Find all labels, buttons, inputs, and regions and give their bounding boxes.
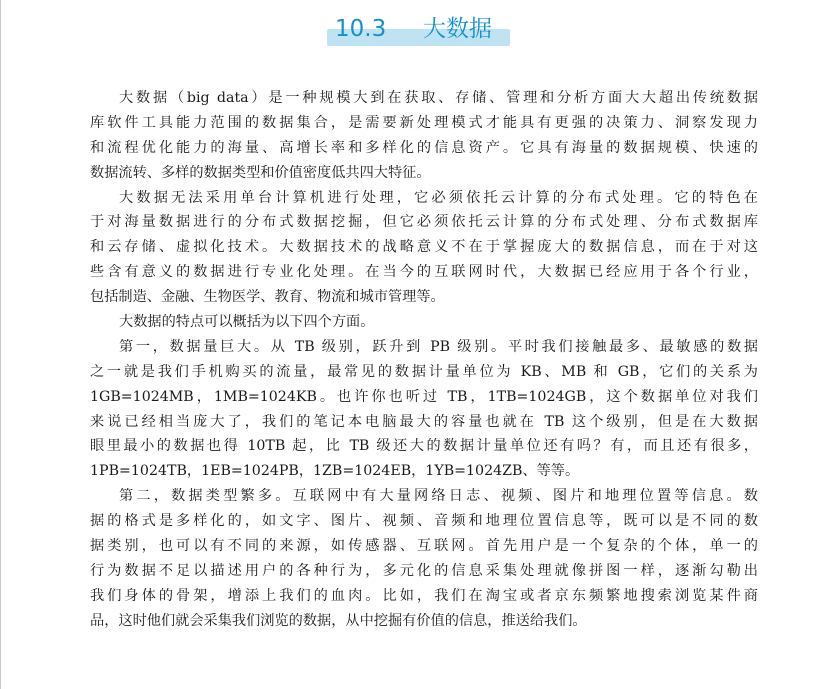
paragraph-5-line-3: 据类别，也可以有不同的来源，如传感器、互联网。首先用户是一个复杂的个体，单一的 [90,538,758,555]
paragraph-4-line-4: 来说已经相当庞大了，我们的笔记本电脑最大的容量也就在 TB 这个级别，但是在大数据 [90,413,758,430]
paragraph-3-line-1: 大数据的特点可以概括为以下四个方面。 [119,314,375,331]
section-heading-text [335,12,492,46]
paragraph-4-line-3: 1GB=1024MB，1MB=1024KB。也许你也听过 TB，1TB=1024GB，这个数据单位对我们 [90,388,758,405]
section-heading [327,12,510,46]
paragraph-1-line-4: 数据流转、多样的数据类型和价值密度低共四大特征。 [90,164,431,181]
paragraph-5-line-1: 第二，数据类型繁多。互联网中有大量网络日志、视频、图片和地理位置等信息。数 [119,488,758,505]
body-text [90,86,758,634]
paragraph-4-line-1: 第一，数据量巨大。从 TB 级别，跃升到 PB 级别。平时我们接触最多、最敏感的数据 [119,338,758,355]
paragraph-1-line-1: 大数据（big data）是一种规模大到在获取、存储、管理和分析方面大大超出传统数据 [119,90,758,106]
paragraph-5-line-4: 行为数据不足以描述用户的各种行为，多元化的信息采集处理就像拼图一样，逐渐勾勒出 [90,562,758,579]
paragraph-1-line-3: 和流程优化能力的海量、高增长率和多样化的信息资产。它具有海量的数据规模、快速的 [90,139,758,156]
paragraph-5-line-2: 据的格式是多样化的，如文字、图片、视频、音频和地理位置信息等，既可以是不同的数 [90,513,758,530]
paragraph-2-line-2: 于对海量数据进行的分布式数据挖掘，但它必须依托云计算的分布式处理、分布式数据库 [90,214,758,231]
paragraph-2-line-3: 和云存储、虚拟化技术。大数据技术的战略意义不在于掌握庞大的数据信息，而在于对这 [90,239,758,256]
paragraph-2-line-4: 些含有意义的数据进行专业化处理。在当今的互联网时代，大数据已经应用于各个行业， [90,264,758,281]
paragraph-4-line-6: 1PB=1024TB，1EB=1024PB，1ZB=1024EB，1YB=1024ZB、等等。 [90,463,580,480]
section-number: 10.3 [335,16,387,42]
paragraph-4-line-2: 之一就是我们手机购买的流量，最常见的数据计量单位为 KB、MB 和 GB，它们的关系为 [90,363,758,380]
page-edge-rule [0,0,1,689]
section-title: 大数据 [423,16,492,42]
paragraph-5-line-6: 品，这时他们就会采集我们浏览的数据，从中挖掘有价值的信息，推送给我们。 [90,612,587,629]
paragraph-4-line-5: 眼里最小的数据也得 10TB 起，比 TB 级还大的数据计量单位还有吗？有，而且还有很多， [90,438,758,455]
paragraph-5-line-5: 我们身体的骨架，增添上我们的血肉。比如，我们在淘宝或者京东频繁地搜索浏览某件商 [90,587,758,604]
paragraph-1-line-2: 库软件工具能力范围的数据集合，是需要新处理模式才能具有更强的决策力、洞察发现力 [90,114,758,131]
paragraph-2-line-1: 大数据无法采用单台计算机进行处理，它必须依托云计算的分布式处理。它的特色在 [119,189,758,206]
paragraph-2-line-5: 包括制造、金融、生物医学、教育、物流和城市管理等。 [90,289,445,306]
